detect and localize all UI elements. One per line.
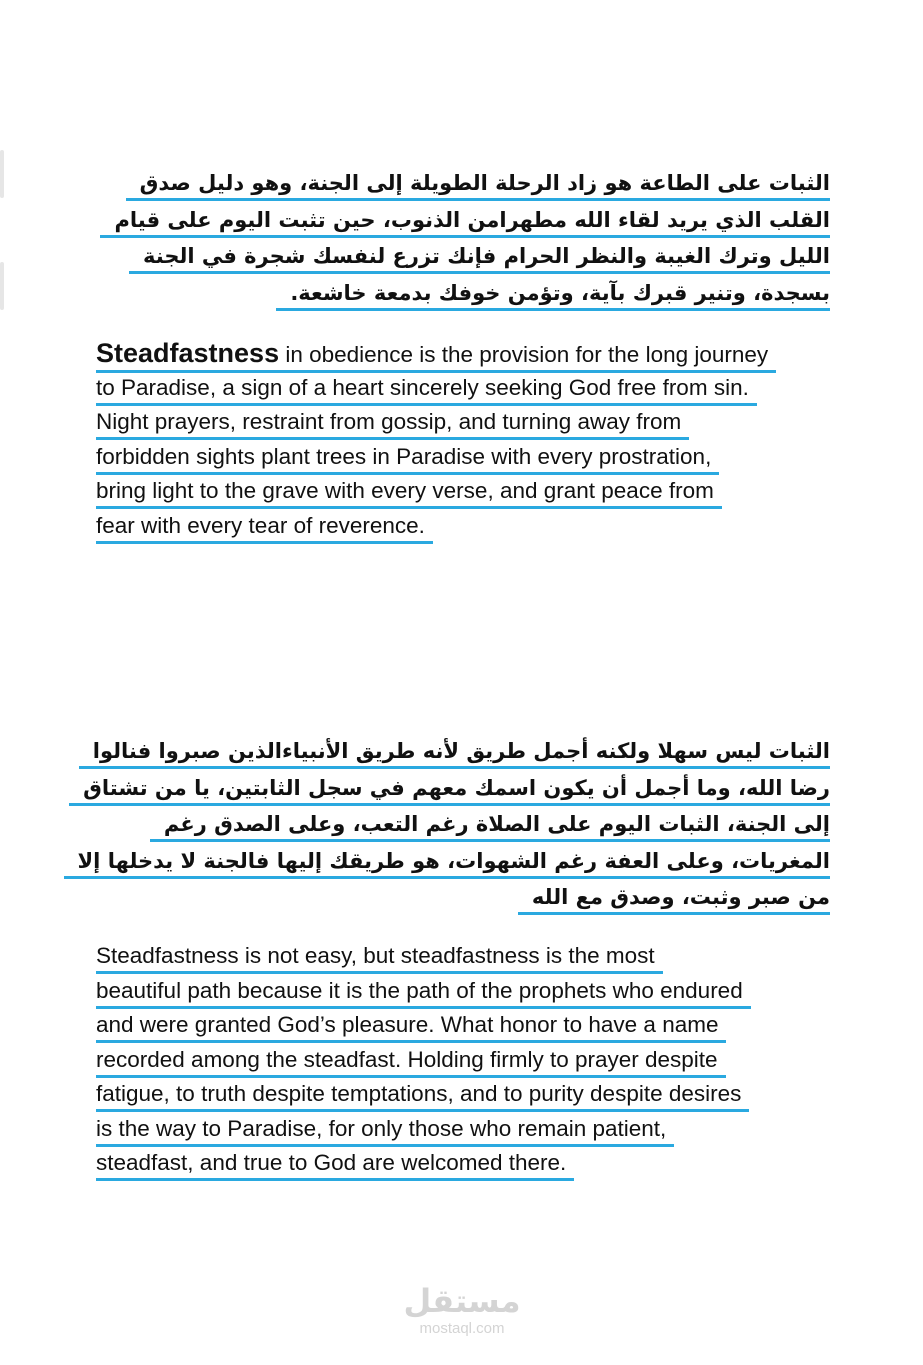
arabic-line <box>90 809 830 846</box>
arabic-line <box>77 846 830 883</box>
left-edge-mark <box>0 262 4 310</box>
arabic-line <box>120 278 830 315</box>
english-line <box>96 1114 836 1149</box>
arabic-line-text: بسجدة، وتنير قبرك بآية، وتؤمن خوفك بدمعة خاشعة. <box>276 278 830 311</box>
english-line-text: forbidden sights plant trees in Paradise with every prostration, <box>96 442 719 475</box>
english-lead-word: Steadfastness <box>96 338 280 368</box>
arabic-line <box>120 168 830 205</box>
english-line-text: is the way to Paradise, for only those who remain patient, <box>96 1114 674 1147</box>
left-edge-mark <box>0 150 4 198</box>
arabic-line-text: الليل وترك الغيبة والنظر الحرام فإنك تزرع لنفسك شجرة في الجنة <box>129 241 830 274</box>
english-line-text: bring light to the grave with every verse, and grant peace from <box>96 476 722 509</box>
english-line <box>96 407 836 442</box>
english-line-rest: in obedience is the provision for the long journey <box>279 342 769 367</box>
watermark-brand: مستقل <box>403 1282 521 1320</box>
arabic-line <box>90 736 830 773</box>
arabic-line-text: رضا الله، وما أجمل أن يكون اسمك معهم في سجل الثابتين، يا من تشتاق <box>69 773 830 806</box>
arabic-line-text: من صبر وثبت، وصدق مع الله <box>518 882 830 915</box>
arabic-line-text: الثبات على الطاعة هو زاد الرحلة الطويلة إلى الجنة، وهو دليل صدق <box>126 168 830 201</box>
english-line <box>96 373 836 408</box>
english-line-text: and were granted God’s pleasure. What honor to have a name <box>96 1010 726 1043</box>
english-line <box>96 941 836 976</box>
english-line-text: steadfast, and true to God are welcomed there. <box>96 1148 574 1181</box>
english-paragraph-1 <box>96 338 836 545</box>
arabic-line <box>120 241 830 278</box>
english-line-text <box>96 338 776 373</box>
arabic-paragraph-1 <box>114 168 830 314</box>
mostaql-watermark <box>400 1282 524 1338</box>
english-line <box>96 442 836 477</box>
watermark-url: mostaql.com <box>419 1320 505 1337</box>
english-line-text: to Paradise, a sign of a heart sincerely seeking God free from sin. <box>96 373 757 406</box>
english-line-text: fear with every tear of reverence. <box>96 511 433 544</box>
english-line-text: beautiful path because it is the path of the prophets who endured <box>96 976 751 1009</box>
english-line <box>96 511 836 546</box>
english-line <box>96 976 836 1011</box>
english-line <box>96 1010 836 1045</box>
english-line-text: Steadfastness is not easy, but steadfastness is the most <box>96 941 663 974</box>
arabic-line <box>83 773 830 810</box>
english-line <box>96 1148 836 1183</box>
arabic-line-text: الثبات ليس سهلا ولكنه أجمل طريق لأنه طريق الأنبياءالذين صبروا فنالوا <box>79 736 830 769</box>
english-line <box>96 1079 836 1114</box>
arabic-line-text: إلى الجنة، الثبات اليوم على الصلاة رغم التعب، وعلى الصدق رغم <box>150 809 830 842</box>
arabic-line <box>114 205 830 242</box>
english-line <box>96 476 836 511</box>
english-line-text: fatigue, to truth despite temptations, and to purity despite desires <box>96 1079 749 1112</box>
english-line-text: Night prayers, restraint from gossip, and turning away from <box>96 407 689 440</box>
english-line-text: recorded among the steadfast. Holding firmly to prayer despite <box>96 1045 726 1078</box>
arabic-line-text: القلب الذي يريد لقاء الله مطهرامن الذنوب، حين تثبت اليوم على قيام <box>100 205 830 238</box>
arabic-line-text: المغريات، وعلى العفة رغم الشهوات، هو طريقك إليها فالجنة لا يدخلها إلا <box>64 846 830 879</box>
english-paragraph-2 <box>96 941 836 1183</box>
english-line <box>96 1045 836 1080</box>
arabic-line <box>90 882 830 919</box>
english-line <box>96 338 836 373</box>
arabic-paragraph-2 <box>77 736 830 919</box>
